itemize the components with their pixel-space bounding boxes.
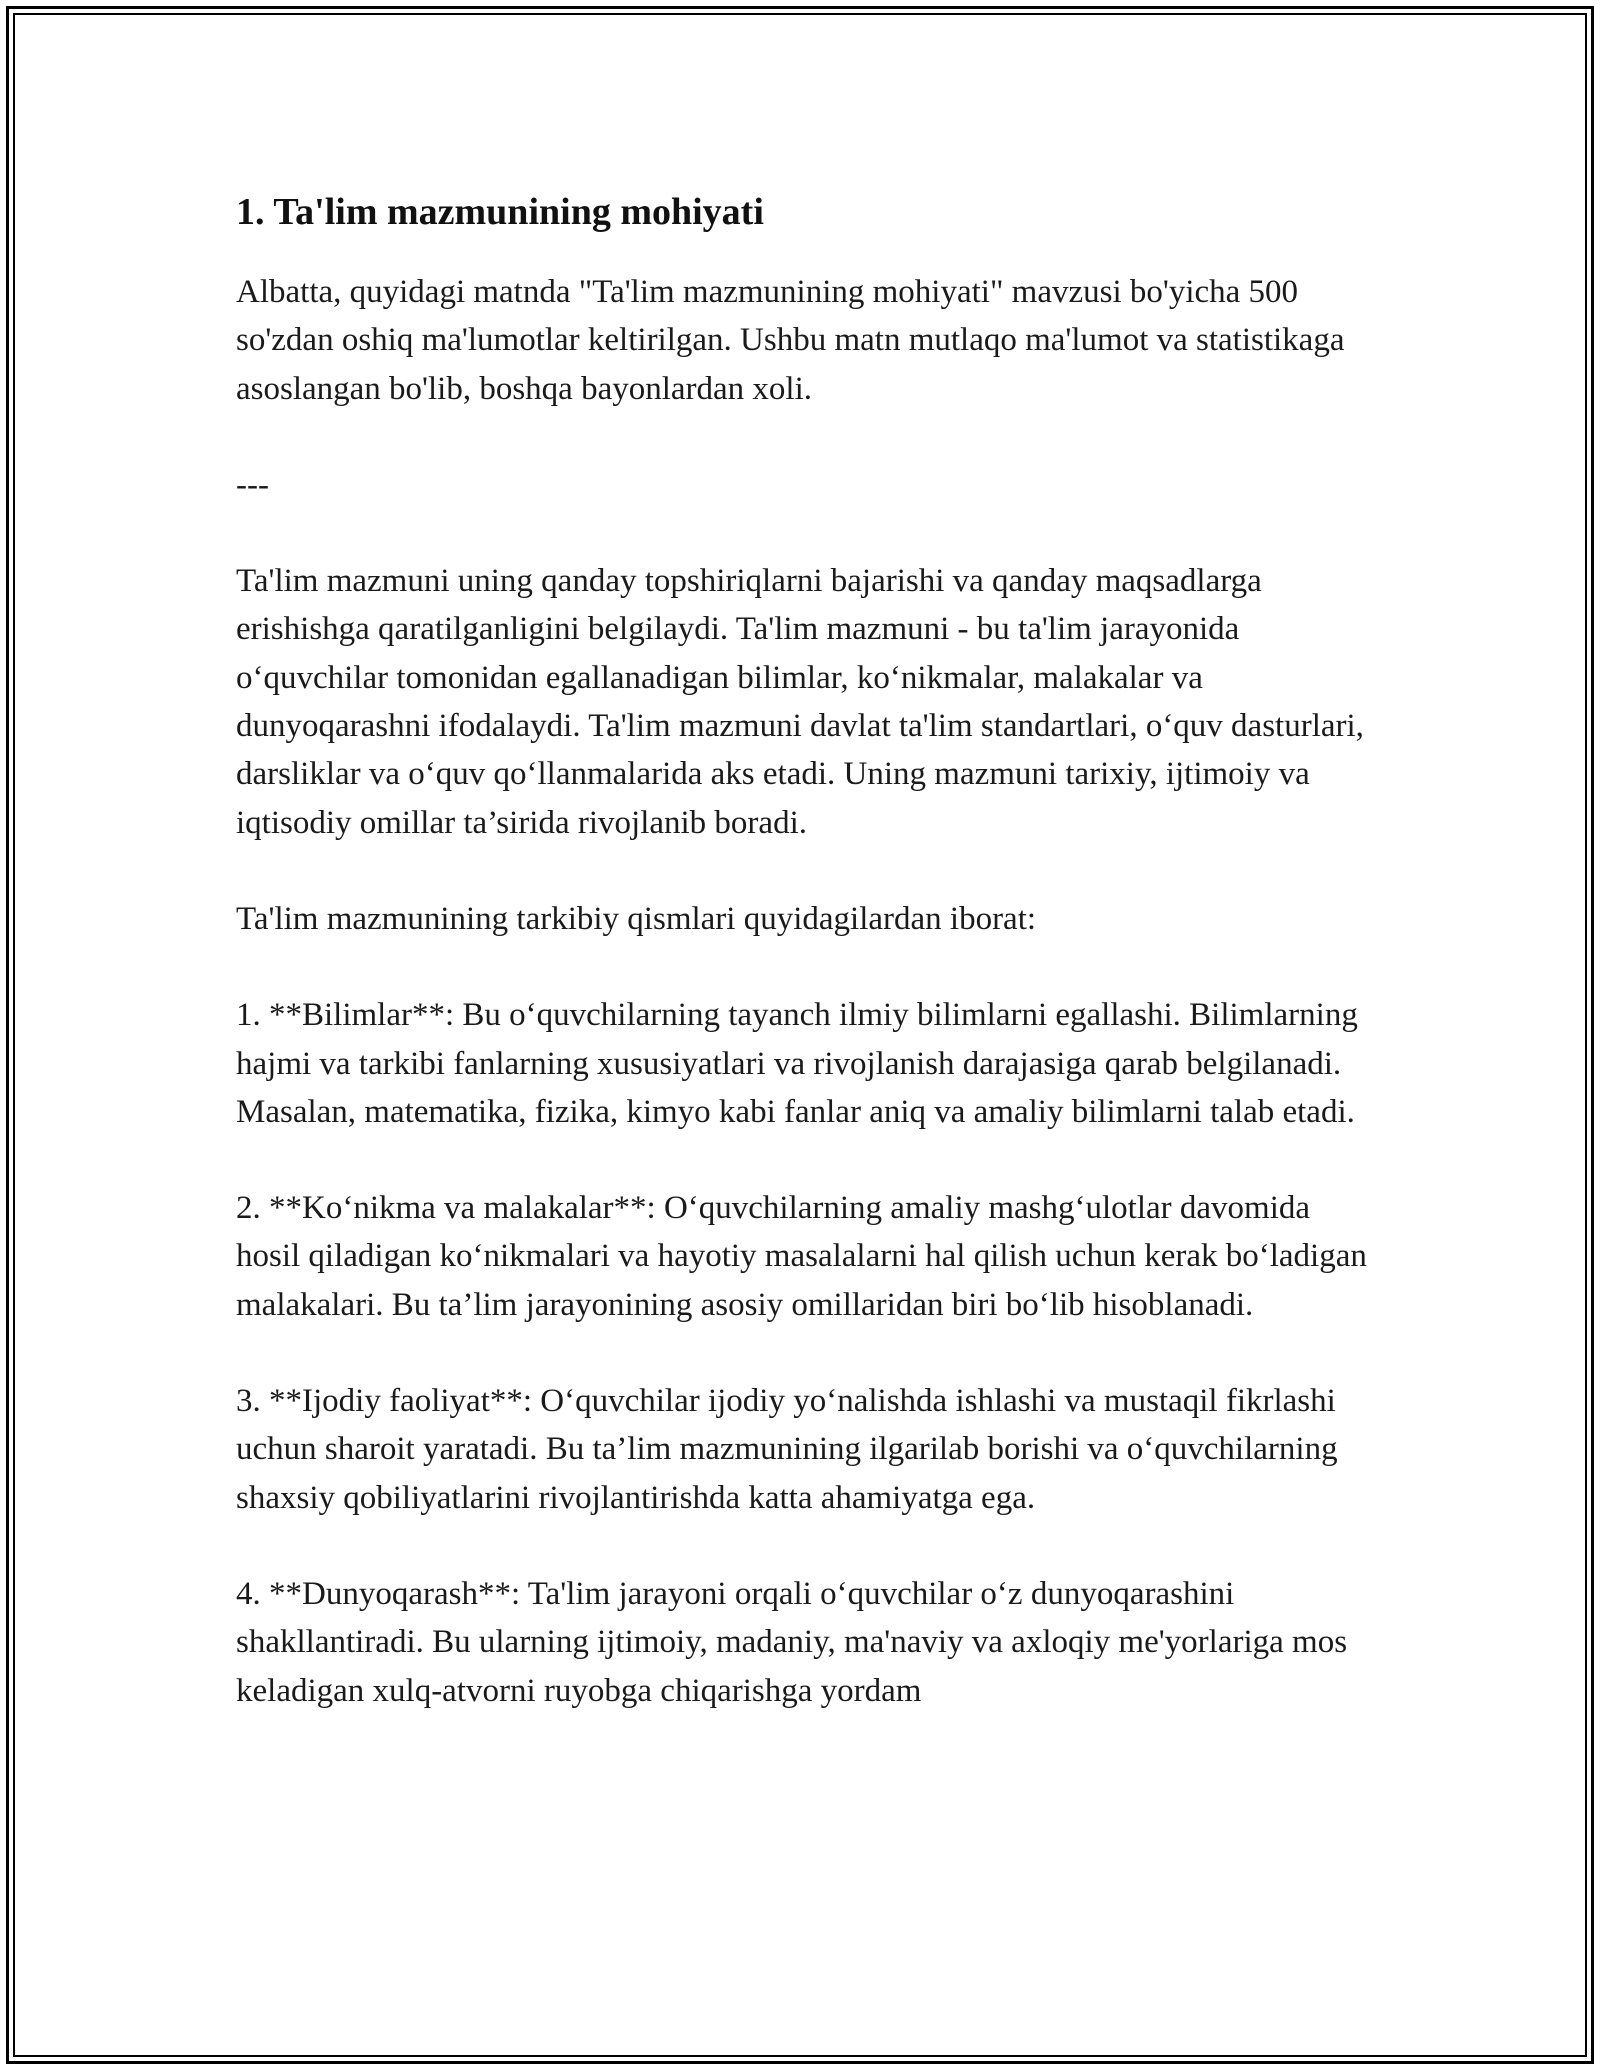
paragraph-components-heading: Ta'lim mazmunining tarkibiy qismlari quyidagilardan iborat: bbox=[236, 900, 1037, 937]
separator-line: --- bbox=[236, 466, 269, 503]
list-item-bilimlar: 1. **Bilimlar**: Bu o‘quvchilarning tayanch ilmiy bilimlarni egallashi. Bilimlarning hajmi va tarkibi fanlarning xususiyatlari va rivojlanish darajasiga qarab belgilanadi. Masalan, matematika, fizika, kimyo kabi fanlar aniq va amaliy bilimlarni talab etadi. bbox=[236, 997, 1358, 1130]
intro-paragraph: Albatta, quyidagi matnda "Ta'lim mazmunining mohiyati" mavzusi bo'yicha 500 so'zdan oshiq ma'lumotlar keltirilgan. Ushbu matn mutlaqo ma'lumot va statistikaga asoslangan bo'lib, boshqa bayonlardan xoli. bbox=[236, 274, 1345, 407]
paragraph-definition: Ta'lim mazmuni uning qanday topshiriqlarni bajarishi va qanday maqsadlarga erishishga qaratilganligini belgilaydi. Ta'lim mazmuni - bu ta'lim jarayonida o‘quvchilar tomonidan egallanadigan bilimlar, ko‘nikmalar, malakalar va dunyoqarashni ifodalaydi. Ta'lim mazmuni davlat ta'lim standartlari, o‘quv dasturlari, darsliklar va o‘quv qo‘llanmalarida aks etadi. Uning mazmuni tarixiy, ijtimoiy va iqtisodiy omillar ta’sirida rivojlanib boradi. bbox=[236, 563, 1364, 841]
document-body bbox=[236, 186, 1376, 1763]
list-item-konikma: 2. **Ko‘nikma va malakalar**: O‘quvchilarning amaliy mashg‘ulotlar davomida hosil qiladigan ko‘nikmalari va hayotiy masalalarni hal qilish uchun kerak bo‘ladigan malakalari. Bu ta’lim jarayonining asosiy omillaridan biri bo‘lib hisoblanadi. bbox=[236, 1190, 1367, 1323]
document-title: 1. Ta'lim mazmunining mohiyati bbox=[236, 191, 764, 233]
list-item-ijodiy: 3. **Ijodiy faoliyat**: O‘quvchilar ijodiy yo‘nalishda ishlashi va mustaqil fikrlashi uchun sharoit yaratadi. Bu ta’lim mazmunining ilgarilab borishi va o‘quvchilarning shaxsiy qobiliyatlarini rivojlantirishda katta ahamiyatga ega. bbox=[236, 1383, 1338, 1516]
list-item-dunyoqarash: 4. **Dunyoqarash**: Ta'lim jarayoni orqali o‘quvchilar o‘z dunyoqarashini shakllantiradi. Bu ularning ijtimoiy, madaniy, ma'naviy va axloqiy me'yorlariga mos keladigan xulq-atvorni ruyobga chiqarishga yordam bbox=[236, 1575, 1348, 1709]
